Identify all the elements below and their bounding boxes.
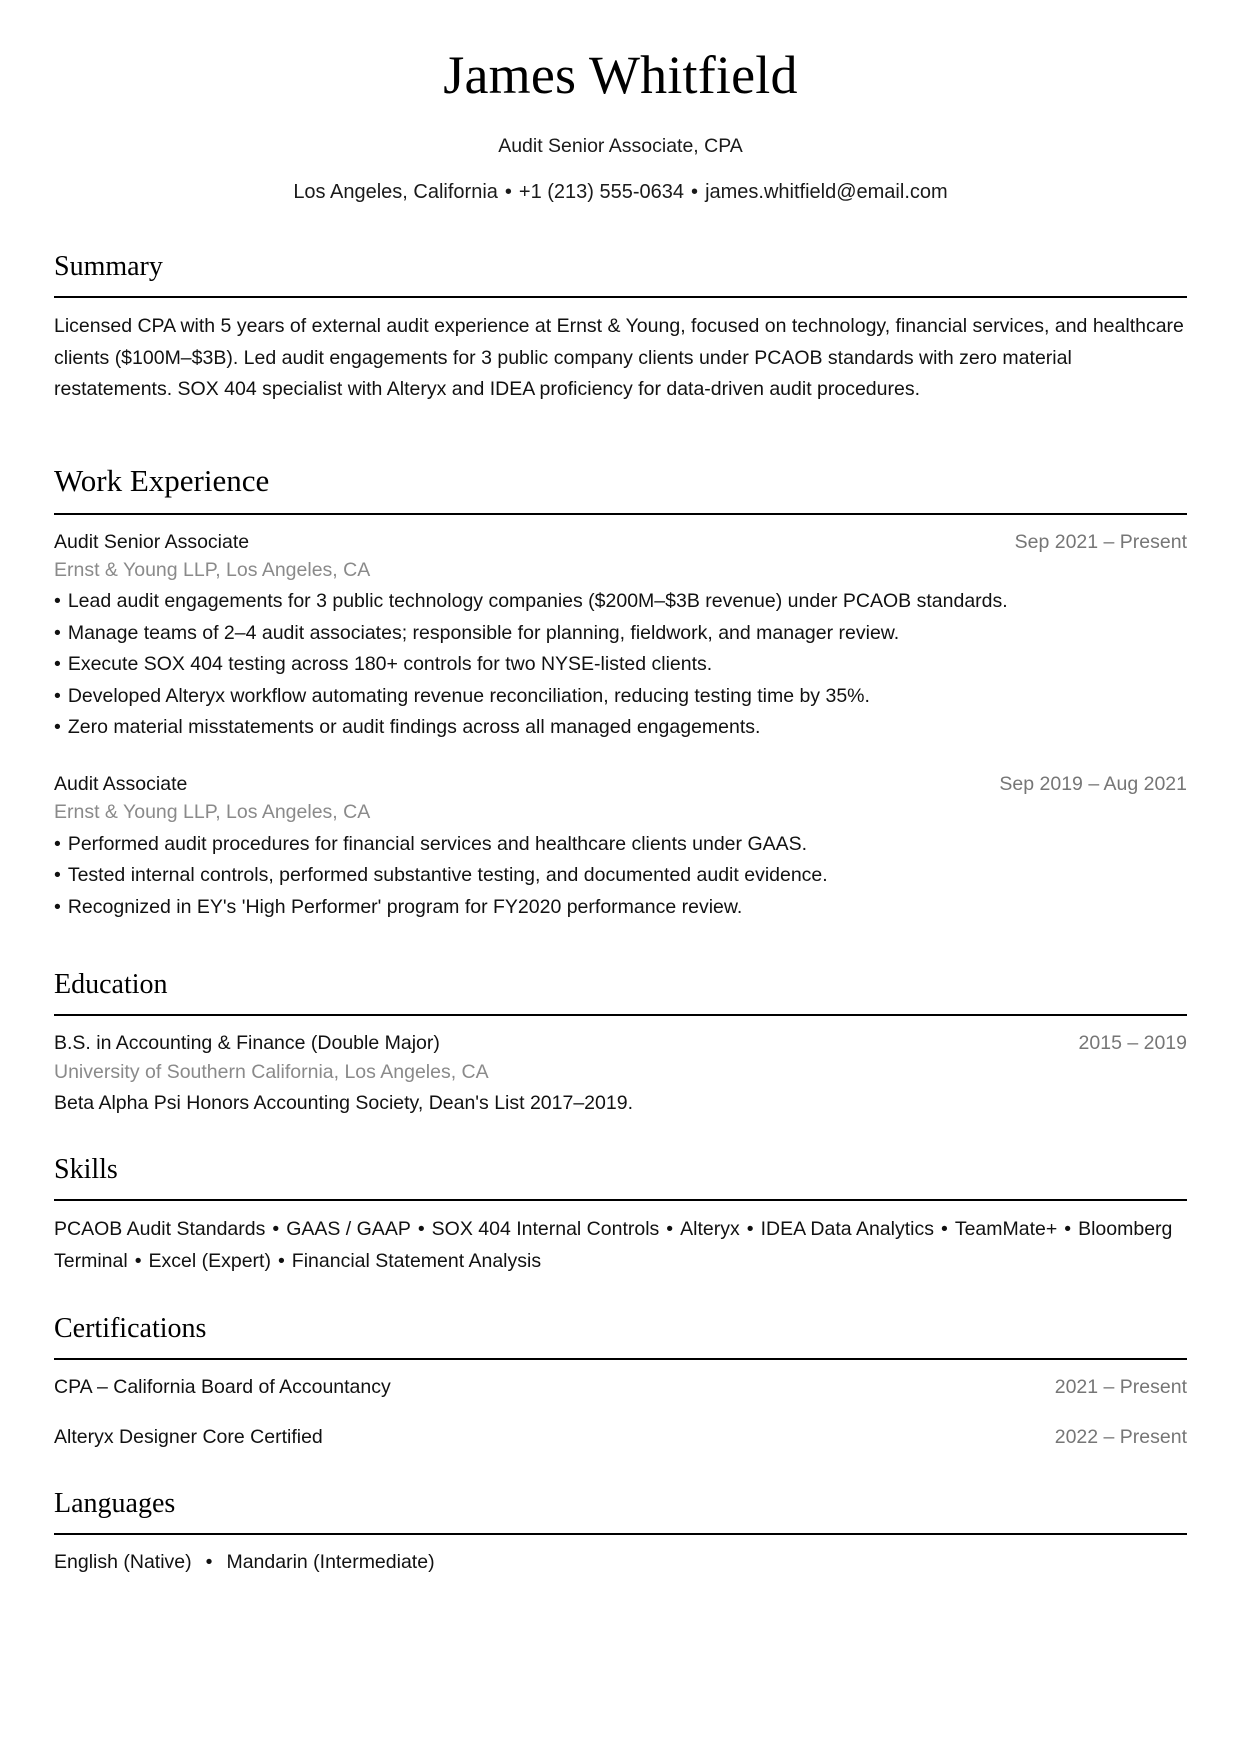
- skills-separator: •: [417, 1217, 425, 1240]
- skill-item: Financial Statement Analysis: [291, 1249, 542, 1272]
- section-rule-education: [54, 1014, 1187, 1016]
- skills-separator: •: [1064, 1217, 1072, 1240]
- section-title-skills: Skills: [54, 1153, 118, 1185]
- section-rule-work-experience: [54, 513, 1187, 515]
- spacer-education-skills: [54, 1122, 1187, 1152]
- skill-item: Excel (Expert): [148, 1249, 271, 1272]
- contact-phone: +1 (213) 555-0634: [518, 181, 685, 204]
- skills-separator: •: [666, 1217, 674, 1240]
- work-entry: [54, 528, 1187, 744]
- section-rule-languages: [54, 1533, 1187, 1535]
- work-bullet: • Tested internal controls, performed substantive testing, and documented audit evidence.: [54, 860, 1187, 892]
- languages-list: [54, 1548, 1187, 1577]
- contact-separator-1: •: [504, 181, 512, 204]
- certification-name: CPA – California Board of Accountancy: [54, 1376, 391, 1399]
- skill-item: SOX 404 Internal Controls: [431, 1217, 660, 1240]
- certification-row: [54, 1423, 1187, 1451]
- skill-item: Bloomberg Terminal: [54, 1217, 1173, 1272]
- work-position: Audit Associate: [54, 772, 188, 795]
- education-degree: B.S. in Accounting & Finance (Double Major): [54, 1032, 440, 1055]
- education-note: Beta Alpha Psi Honors Accounting Society, Dean's List 2017–2019.: [54, 1091, 633, 1114]
- education-dates: 2015 – 2019: [1078, 1032, 1187, 1055]
- spacer-certifications-languages: [54, 1456, 1187, 1486]
- section-summary: [54, 249, 1187, 406]
- work-bullet: • Recognized in EY's 'High Performer' program for FY2020 performance review.: [54, 892, 1187, 924]
- skills-separator: •: [134, 1249, 142, 1272]
- section-education: [54, 967, 1187, 1118]
- work-bullet: • Performed audit procedures for financial services and healthcare clients under GAAS.: [54, 829, 1187, 861]
- work-employer: Ernst & Young LLP, Los Angeles, CA: [54, 558, 371, 581]
- skills-separator: •: [940, 1217, 948, 1240]
- language-item: Mandarin (Intermediate): [226, 1550, 435, 1573]
- section-rule-certifications: [54, 1358, 1187, 1360]
- spacer-work-education: [54, 927, 1187, 967]
- work-bullet: • Manage teams of 2–4 audit associates; responsible for planning, fieldwork, and manager review.: [54, 618, 1187, 650]
- work-employer: Ernst & Young LLP, Los Angeles, CA: [54, 801, 371, 824]
- skill-item: GAAS / GAAP: [286, 1217, 411, 1240]
- candidate-headline: Audit Senior Associate, CPA: [498, 134, 743, 157]
- skill-item: Alteryx: [680, 1217, 740, 1240]
- skills-separator: •: [277, 1249, 285, 1272]
- language-item: English (Native): [54, 1550, 192, 1573]
- spacer-skills-certifications: [54, 1281, 1187, 1311]
- skill-item: TeamMate+: [954, 1217, 1058, 1240]
- skill-item: IDEA Data Analytics: [760, 1217, 934, 1240]
- contact-email[interactable]: james.whitfield@email.com: [705, 181, 948, 204]
- contact-line: [54, 179, 1187, 205]
- skills-separator: •: [272, 1217, 280, 1240]
- section-skills: [54, 1152, 1187, 1277]
- certification-name: Alteryx Designer Core Certified: [54, 1426, 323, 1449]
- section-title-education: Education: [54, 969, 168, 1001]
- section-title-certifications: Certifications: [54, 1313, 207, 1345]
- section-certifications: [54, 1311, 1187, 1452]
- certification-dates: 2021 – Present: [1054, 1376, 1187, 1399]
- section-title-languages: Languages: [54, 1487, 176, 1519]
- certification-dates: 2022 – Present: [1054, 1426, 1187, 1449]
- spacer-summary-work: [54, 410, 1187, 462]
- certification-row: [54, 1373, 1187, 1401]
- contact-separator-2: •: [691, 181, 699, 204]
- skills-separator: •: [746, 1217, 754, 1240]
- education-entry: [54, 1029, 1187, 1118]
- education-entry-header: [54, 1029, 1187, 1057]
- work-bullet: • Execute SOX 404 testing across 180+ controls for two NYSE-listed clients.: [54, 649, 1187, 681]
- work-bullet-list: [54, 829, 1187, 924]
- candidate-name: James Whitfield: [443, 45, 798, 105]
- languages-separator: •: [205, 1550, 213, 1573]
- work-bullet: • Developed Alteryx workflow automating revenue reconciliation, reducing testing time by 35%.: [54, 681, 1187, 713]
- work-dates: Sep 2019 – Aug 2021: [999, 772, 1187, 795]
- skill-item: PCAOB Audit Standards: [54, 1217, 266, 1240]
- section-work-experience: [54, 462, 1187, 923]
- section-title-summary: Summary: [54, 251, 163, 283]
- work-bullet: • Lead audit engagements for 3 public technology companies ($200M–$3B revenue) under PCAOB standards.: [54, 586, 1187, 618]
- skills-list: [54, 1214, 1187, 1277]
- section-title-work-experience: Work Experience: [54, 462, 270, 498]
- work-entry: [54, 770, 1187, 923]
- work-entry-header: [54, 770, 1187, 798]
- work-bullet-list: [54, 586, 1187, 744]
- contact-location: Los Angeles, California: [293, 181, 498, 204]
- work-bullet: • Zero material misstatements or audit findings across all managed engagements.: [54, 712, 1187, 744]
- section-languages: [54, 1486, 1187, 1577]
- work-position: Audit Senior Associate: [54, 530, 250, 553]
- section-rule-summary: [54, 296, 1187, 298]
- summary-text: Licensed CPA with 5 years of external audit experience at Ernst & Young, focused on technology, financial services, and healthcare clients ($100M–$3B). Led audit engagements for 3 public company clients under PCAOB standards with zero material restatements. SOX 404 specialist with Alteryx and IDEA proficiency for data-driven audit procedures.: [54, 315, 1184, 401]
- section-rule-skills: [54, 1199, 1187, 1201]
- education-school: University of Southern California, Los Angeles, CA: [54, 1060, 489, 1083]
- work-entry-header: [54, 528, 1187, 556]
- work-dates: Sep 2021 – Present: [1014, 530, 1187, 553]
